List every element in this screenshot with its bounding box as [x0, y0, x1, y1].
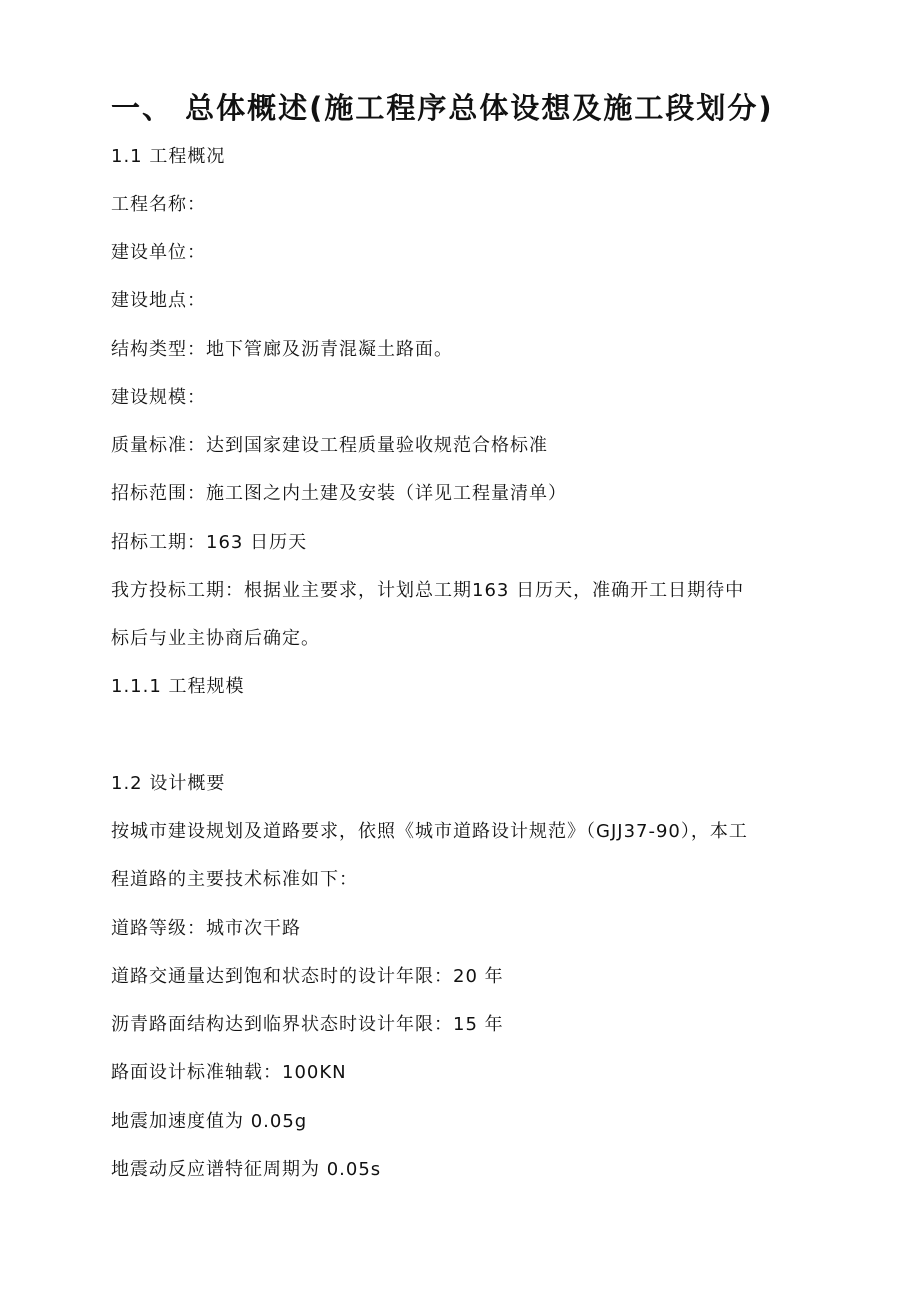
field-construction-unit: 建设单位： [111, 242, 206, 263]
paragraph-our-duration-cont: 标后与业主协商后确定。 [111, 628, 320, 649]
field-project-name: 工程名称： [111, 194, 206, 215]
subheading-project-scale: 1.1.1 工程规模 [111, 676, 245, 697]
subheading-project-overview: 1.1 工程概况 [111, 146, 226, 167]
field-standard-axle-load: 路面设计标准轴载：100KN [111, 1062, 347, 1083]
paragraph-our-duration: 我方投标工期：根据业主要求，计划总工期163 日历天，准确开工日期待中 [111, 580, 745, 601]
section-heading: 一、 总体概述(施工程序总体设想及施工段划分) [111, 91, 774, 125]
field-seismic-period: 地震动反应谱特征周期为 0.05s [111, 1159, 382, 1180]
field-construction-scale: 建设规模： [111, 387, 206, 408]
field-seismic-acceleration: 地震加速度值为 0.05g [111, 1111, 308, 1132]
field-structure-type: 结构类型：地下管廊及沥青混凝土路面。 [111, 339, 453, 360]
field-bid-duration: 招标工期：163 日历天 [111, 532, 308, 553]
field-construction-site: 建设地点： [111, 290, 206, 311]
paragraph-design-basis-cont: 程道路的主要技术标准如下： [111, 869, 358, 890]
field-road-grade: 道路等级：城市次干路 [111, 918, 301, 939]
field-pavement-design-life: 沥青路面结构达到临界状态时设计年限：15 年 [111, 1014, 504, 1035]
field-traffic-design-life: 道路交通量达到饱和状态时的设计年限：20 年 [111, 966, 504, 987]
field-bid-scope: 招标范围：施工图之内土建及安装（详见工程量清单） [111, 483, 567, 504]
field-quality-standard: 质量标准：达到国家建设工程质量验收规范合格标准 [111, 435, 548, 456]
paragraph-design-basis: 按城市建设规划及道路要求，依照《城市道路设计规范》（GJJ37-90），本工 [111, 821, 748, 842]
subheading-design-summary: 1.2 设计概要 [111, 773, 226, 794]
